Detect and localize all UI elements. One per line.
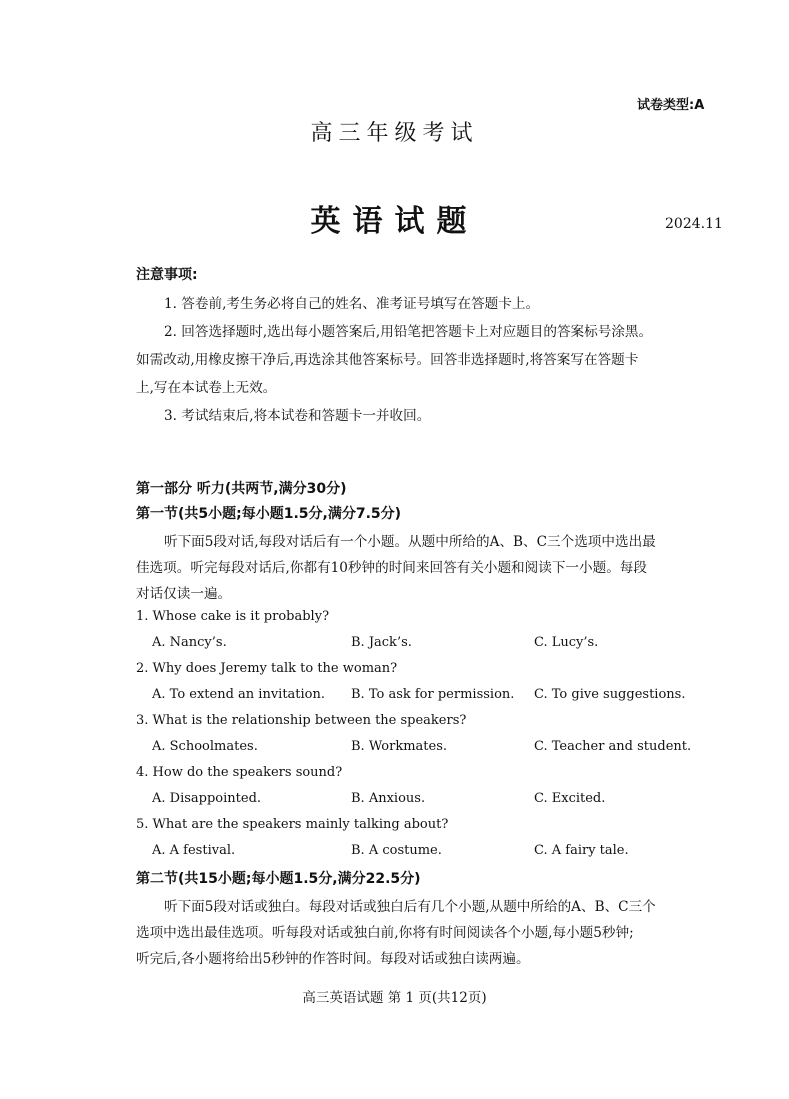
section2-instruction: 选项中选出最佳选项。听每段对话或独白前,你将有时间阅读各个小题,每小题5秒钟; xyxy=(136,925,634,941)
option-c: C. Teacher and student. xyxy=(534,739,692,754)
question-stem: 5. What are the speakers mainly talking about? xyxy=(136,817,449,832)
notice-line: 1. 答卷前,考生务必将自己的姓名、准考证号填写在答题卡上。 xyxy=(164,296,540,312)
section2-title: 第二节(共15小题;每小题1.5分,满分22.5分) xyxy=(136,871,421,887)
page-footer: 高三英语试题 第 1 页(共12页) xyxy=(302,990,487,1006)
notice-line: 2. 回答选择题时,选出每小题答案后,用铅笔把答题卡上对应题目的答案标号涂黑。 xyxy=(164,324,653,340)
question-stem: 1. Whose cake is it probably? xyxy=(136,609,330,624)
notice-heading: 注意事项: xyxy=(136,267,198,283)
question-stem: 4. How do the speakers sound? xyxy=(136,765,343,780)
option-c: C. A fairy tale. xyxy=(534,843,629,858)
section1-instruction: 佳选项。听完每段对话后,你都有10秒钟的时间来回答有关小题和阅读下一小题。每段 xyxy=(136,560,647,576)
subject-title: 英语试题 xyxy=(310,204,479,239)
paper-type-label: 试卷类型:A xyxy=(637,98,705,113)
option-c: C. Lucy’s. xyxy=(534,635,599,650)
option-c: C. To give suggestions. xyxy=(534,687,686,702)
section2-instruction: 听下面5段对话或独白。每段对话或独白后有几个小题,从题中所给的A、B、C三个 xyxy=(164,899,656,915)
option-b: B. Jack’s. xyxy=(351,635,412,650)
section2-instruction: 听完后,各小题将给出5秒钟的作答时间。每段对话或独白读两遍。 xyxy=(136,951,530,967)
option-c: C. Excited. xyxy=(534,791,606,806)
part1-title: 第一部分 听力(共两节,满分30分) xyxy=(136,481,347,497)
option-a: A. Schoolmates. xyxy=(152,739,258,754)
option-a: A. Disappointed. xyxy=(152,791,262,806)
option-b: B. A costume. xyxy=(351,843,442,858)
option-b: B. Workmates. xyxy=(351,739,448,754)
option-b: B. Anxious. xyxy=(351,791,426,806)
option-a: A. A festival. xyxy=(152,843,236,858)
question-stem: 3. What is the relationship between the speakers? xyxy=(136,713,467,728)
exam-date: 2024.11 xyxy=(665,216,723,232)
option-b: B. To ask for permission. xyxy=(351,687,515,702)
option-a: A. Nancy’s. xyxy=(152,635,227,650)
section1-instruction: 对话仅读一遍。 xyxy=(136,586,232,602)
option-a: A. To extend an invitation. xyxy=(152,687,326,702)
section1-title: 第一节(共5小题;每小题1.5分,满分7.5分) xyxy=(136,506,402,522)
notice-line: 3. 考试结束后,将本试卷和答题卡一并收回。 xyxy=(164,408,431,424)
question-stem: 2. Why does Jeremy talk to the woman? xyxy=(136,661,398,676)
notice-line: 上,写在本试卷上无效。 xyxy=(136,380,277,396)
exam-title: 高三年级考试 xyxy=(310,121,479,146)
notice-line: 如需改动,用橡皮擦干净后,再选涂其他答案标号。回答非选择题时,将答案写在答题卡 xyxy=(136,352,639,368)
section1-instruction: 听下面5段对话,每段对话后有一个小题。从题中所给的A、B、C三个选项中选出最 xyxy=(164,534,656,550)
